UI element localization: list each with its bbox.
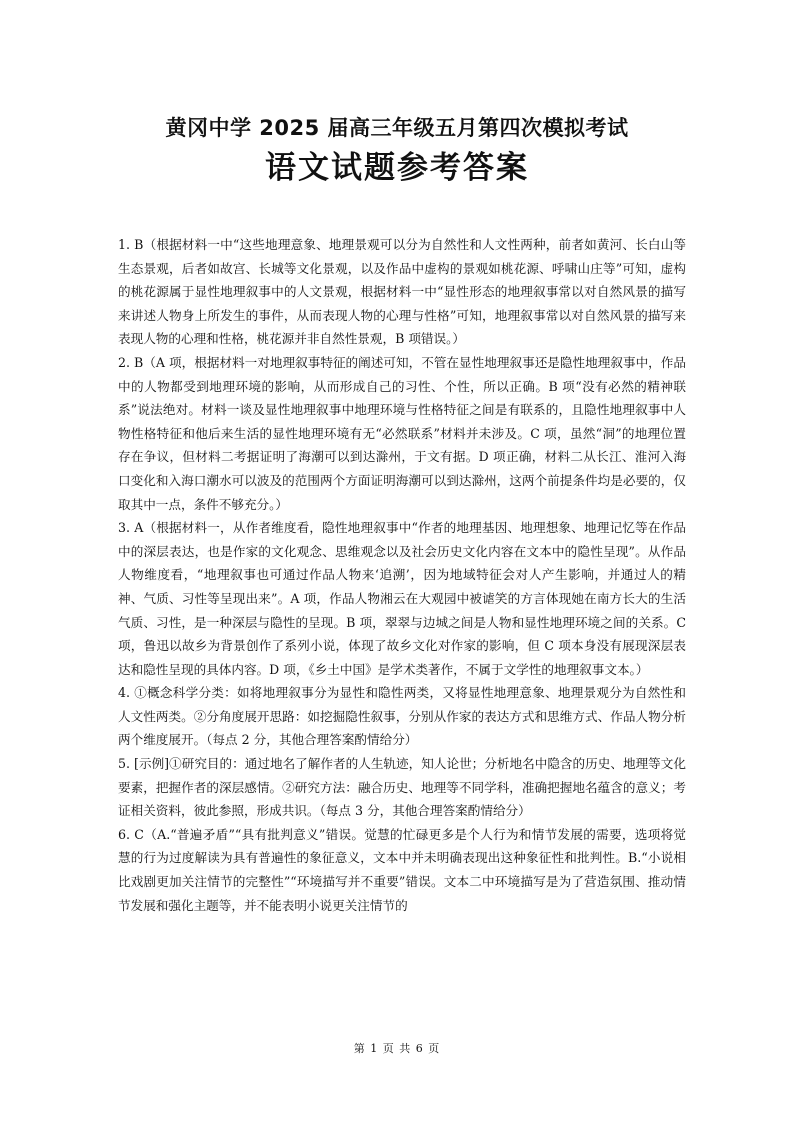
answer-item-3: 3. A（根据材料一，从作者维度看，隐性地理叙事中“作者的地理基因、地理想象、地理记忆等在作品中的深层表达，也是作家的文化观念、思维观念以及社会历史文化内容在文本中的隐性呈现”。从作品人物维度看，“地理叙事也可通过作品人物来‘追溯’，因为地域特征会对人产生影响，并通过人的精神、气质、习性等呈现出来”。A 项，作品人物湘云在大观园中被谑笑的方言体现她在南方长大的生活气质、习性，是一种深层与隐性的呈现。B 项，翠翠与边城之间是人物和显性地理环境之间的关系。C 项，鲁迅以故乡为背景创作了系列小说，体现了故乡文化对作家的影响，但 C 项本身没有展现深层表达和隐性呈现的具体内容。D 项，《乡土中国》是学术类著作，不属于文学性的地理叙事文本。） — [118, 520, 686, 677]
answer-item-6: 6. C（A.“普遍矛盾”“具有批判意义”错误。觉慧的忙碌更多是个人行为和情节发展的需要，选项将觉慧的行为过度解读为具有普遍性的象征意义，文本中并未明确表现出这种象征性和批判性。B.“小说相比戏剧更加关注情节的完整性”“环境描写并不重要”错误。文本二中环境描写是为了营造氛围、推动情节发展和强化主题等，并不能表明小说更关注情节的 — [118, 826, 686, 913]
document-title: 黄冈中学 2025 届高三年级五月第四次模拟考试 — [165, 116, 629, 140]
answer-item-1: 1. B（根据材料一中“这些地理意象、地理景观可以分为自然性和人文性两种，前者如黄河、长白山等生态景观，后者如故宫、长城等文化景观，以及作品中虚构的景观如桃花源、呼啸山庄等”可知，虚构的桃花源属于显性地理叙事中的人文景观，根据材料一中“显性形态的地理叙事常以对自然风景的描写来讲述人物身上所发生的事件，从而表现人物的心理与性格”可知，地理叙事常以对自然风景的描写来表现人物的心理和性格，桃花源并非自然性景观，B 项错误。） — [118, 237, 686, 347]
page-number: 第 1 页 共 6 页 — [353, 1042, 441, 1055]
answer-list — [118, 233, 686, 917]
answer-item-2: 2. B（A 项，根据材料一对地理叙事特征的阐述可知，不管在显性地理叙事还是隐性地理叙事中，作品中的人物都受到地理环境的影响，从而形成自己的习性、个性，所以正确。B 项“没有必然的精神联系”说法绝对。材料一谈及显性地理叙事中地理环境与性格特征之间是有联系的，且隐性地理叙事中人物性格特征和他后来生活的显性地理环境有无“必然联系”材料并未涉及。C 项，虽然“洞”的地理位置存在争议，但材料二考据证明了海潮可以到达滁州，于文有据。D 项正确，材料二从长江、淮河入海口变化和入海口潮水可以波及的范围两个方面证明海潮可以到达滁州，这两个前提条件均是必要的，仅取其中一点，条件不够充分。） — [118, 354, 686, 512]
answer-item-4: 4. ①概念科学分类：如将地理叙事分为显性和隐性两类，又将显性地理意象、地理景观分为自然性和人文性两类。②分角度展开思路：如挖掘隐性叙事，分别从作家的表达方式和思维方式、作品人物分析两个维度展开。（每点 2 分，其他合理答案酌情给分） — [118, 685, 686, 748]
answer-item-5: 5. [示例]①研究目的：通过地名了解作者的人生轨迹，知人论世；分析地名中隐含的历史、地理等文化要素，把握作者的深层感情。②研究方法：融合历史、地理等不同学科，准确把握地名蕴含的意义；考证相关资料，彼此参照，形成共识。（每点 3 分，其他合理答案酌情给分） — [118, 756, 686, 819]
document-subtitle: 语文试题参考答案 — [265, 150, 529, 186]
